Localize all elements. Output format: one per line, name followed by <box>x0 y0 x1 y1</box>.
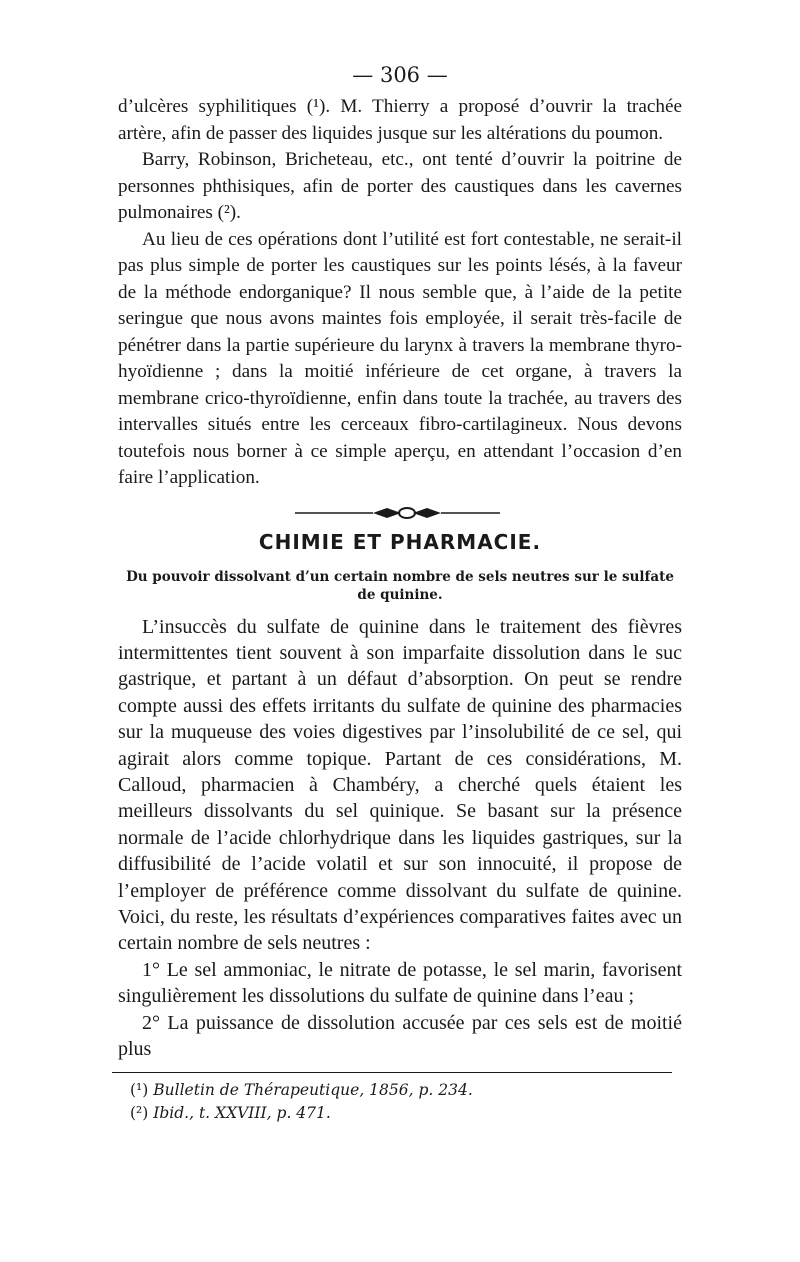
footnote-text: Bulletin de Thérapeutique, 1856, p. 234. <box>153 1081 473 1100</box>
footnote-mark: (²) <box>130 1104 149 1123</box>
paragraph-2: Barry, Robinson, Bricheteau, etc., ont tenté d’ouvrir la poitrine de personnes phthisiques, afin de porter des caustiques dans les cavernes pulmonaires (²). <box>118 149 682 223</box>
footnote-1 <box>130 1079 682 1102</box>
footnote-2 <box>130 1102 682 1125</box>
section-title: CHIMIE ET PHARMACIE. <box>258 529 542 554</box>
article-title: Du pouvoir dissolvant d’un certain nombre de sels neutres sur le sulfate de quinine. <box>126 568 674 603</box>
footnote-text: Ibid., t. XXVIII, p. 471. <box>153 1104 331 1123</box>
article-body <box>118 614 682 1063</box>
paragraph-3: Au lieu de ces opérations dont l’utilité est fort contestable, ne serait-il pas plus simple de porter les caustiques sur les points lésés, à la faveur de la méthode endorganique? Il nous semble que, à l’aide de la petite seringue que nous avons maintes fois employée, il serait très-facile de pénétrer dans la partie supérieure du larynx à travers la membrane thyro-hyoïdienne ; dans la moitié inférieure de cet organe, à travers la membrane crico-thyroïdienne, enfin dans toute la trachée, au travers des intervalles situés entre les cerceaux fibro-cartilagineux. Nous devons toutefois nous borner à ce simple aperçu, en attendant l’occasion d’en faire l’application. <box>118 228 682 488</box>
document-page <box>118 62 682 1125</box>
article-paragraph-1: L’insuccès du sulfate de quinine dans le traitement des fièvres intermittentes tient souvent à son imparfaite dissolution dans le suc gastrique, et partant à un défaut d’absorption. On peut se rendre compte aussi des effets irritants du sulfate de quinine des pharmacies sur la muqueuse des voies digestives par l’insolubilité de ce sel, qui agirait alors comme topique. Partant de ces considérations, M. Calloud, pharmacien à Chambéry, a cherché quels étaient les meilleurs dissolvants du sel quinique. Se basant sur la présence normale de l’acide chlorhydrique dans les liquides gastriques, sur la diffusibilité de l’acide volatil et sur son innocuité, il propose de l’employer de préférence comme dissolvant du sulfate de quinine. Voici, du reste, les résultats d’expériences comparatives faites avec un certain nombre de sels neutres : <box>118 615 682 955</box>
page-number: — 306 — <box>352 63 448 87</box>
footnote-mark: (¹) <box>130 1081 149 1100</box>
ornament-divider <box>295 502 505 524</box>
article-paragraph-2: 1° Le sel ammoniac, le nitrate de potasse, le sel marin, favorisent singulièrement les dissolutions du sulfate de quinine dans l’eau ; <box>118 958 682 1008</box>
footnotes <box>130 1079 682 1125</box>
footnote-rule <box>112 1072 672 1073</box>
article-paragraph-3: 2° La puissance de dissolution accusée par ces sels est de moitié plus <box>118 1011 682 1060</box>
paragraph-1: d’ulcères syphilitiques (¹). M. Thierry a proposé d’ouvrir la trachée artère, afin de passer des liquides jusque sur les altérations du poumon. <box>118 96 682 144</box>
